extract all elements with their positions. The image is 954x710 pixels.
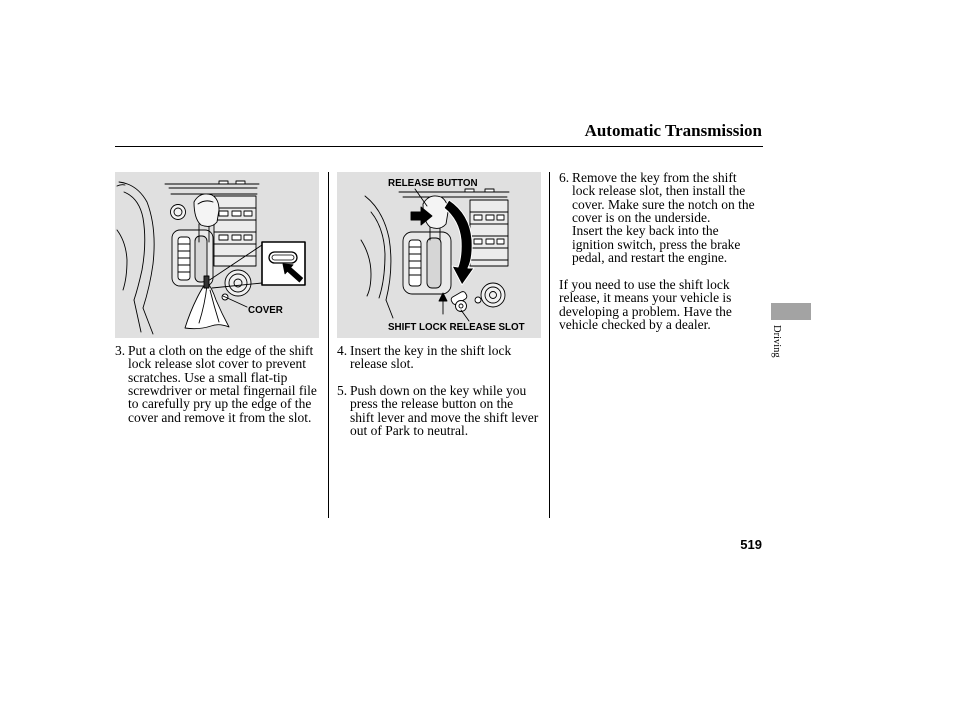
step-text-line: Remove the key from the shift xyxy=(572,170,737,185)
note-text-line: vehicle checked by a dealer. xyxy=(559,316,711,332)
note-text-line: developing a problem. Have the xyxy=(559,303,732,319)
dashboard-edge-lines xyxy=(361,196,393,318)
step-text-line: cover and remove it from the slot. xyxy=(128,409,312,425)
step-text-line: press the release button on the xyxy=(350,396,514,412)
step-number: 5. xyxy=(337,383,348,398)
step-4 xyxy=(337,344,511,371)
step-text-line: Insert the key in the shift lock xyxy=(350,343,512,358)
title-rule xyxy=(115,146,763,147)
step-text-line: cover. Make sure the notch on the xyxy=(572,196,755,212)
column-divider xyxy=(549,172,550,518)
figure-label-release-button: RELEASE BUTTON xyxy=(388,178,478,189)
insert-key-arrow-icon xyxy=(439,293,447,314)
step-text-line: screwdriver or metal fingernail file xyxy=(128,382,317,398)
step-3 xyxy=(115,344,317,424)
figure-cover-removal xyxy=(115,172,319,338)
cover-removal-illustration xyxy=(115,172,319,338)
step-text-line: pedal, and restart the engine. xyxy=(572,249,728,265)
page-title: Automatic Transmission xyxy=(584,121,762,140)
step-number: 6. xyxy=(559,170,570,185)
column-divider xyxy=(328,172,329,518)
note-text-line: release, it means your vehicle is xyxy=(559,290,732,306)
step-6 xyxy=(559,171,755,264)
hazard-button xyxy=(171,205,186,220)
figure-label-shift-lock-release-slot: SHIFT LOCK RELEASE SLOT xyxy=(388,322,525,333)
step-text-line: release slot. xyxy=(350,356,414,372)
step-text-line: cover is on the underside. xyxy=(572,209,711,225)
climate-control-panel xyxy=(214,196,256,266)
step-text-line: Put a cloth on the edge of the shift xyxy=(128,343,314,358)
key xyxy=(450,291,468,312)
note-text-line: If you need to use the shift lock xyxy=(559,277,730,292)
section-tab-label: Driving xyxy=(771,325,782,358)
step-number: 4. xyxy=(337,343,348,358)
page-number: 519 xyxy=(740,537,762,552)
screwdriver xyxy=(204,276,209,288)
step-text-line: Push down on the key while you xyxy=(350,383,527,398)
cloth xyxy=(185,282,229,329)
step-text-line: to carefully pry up the edge of the xyxy=(128,396,312,412)
step-text-line: out of Park to neutral. xyxy=(350,422,469,438)
step-number: 3. xyxy=(115,343,126,358)
dashboard-edge-lines xyxy=(117,182,154,334)
shift-lever xyxy=(403,196,451,294)
step-text-line: ignition switch, press the brake xyxy=(572,236,741,252)
step-text-line: lock release slot cover to prevent xyxy=(128,356,307,372)
cover-leader-line xyxy=(223,296,247,307)
section-tab-marker xyxy=(771,303,811,320)
cover-detail-callout xyxy=(262,242,305,285)
step-text-line: Insert the key back into the xyxy=(572,223,719,239)
step-5 xyxy=(337,384,538,437)
control-knob xyxy=(481,283,505,307)
step-text-line: shift lever and move the shift lever xyxy=(350,409,539,425)
figure-label-cover: COVER xyxy=(248,305,283,316)
figure-shift-lock-release xyxy=(337,172,541,338)
step-text-line: lock release slot, then install the xyxy=(572,183,746,199)
console-top-trim xyxy=(165,181,259,194)
release-slot-leader-line xyxy=(461,310,469,321)
climate-control-panel xyxy=(470,200,508,266)
step-text-line: scratches. Use a small flat-tip xyxy=(128,369,288,385)
control-knob xyxy=(225,270,251,296)
shift-lock-release-illustration xyxy=(337,172,541,338)
small-button xyxy=(475,297,481,303)
dealer-note xyxy=(559,278,732,331)
